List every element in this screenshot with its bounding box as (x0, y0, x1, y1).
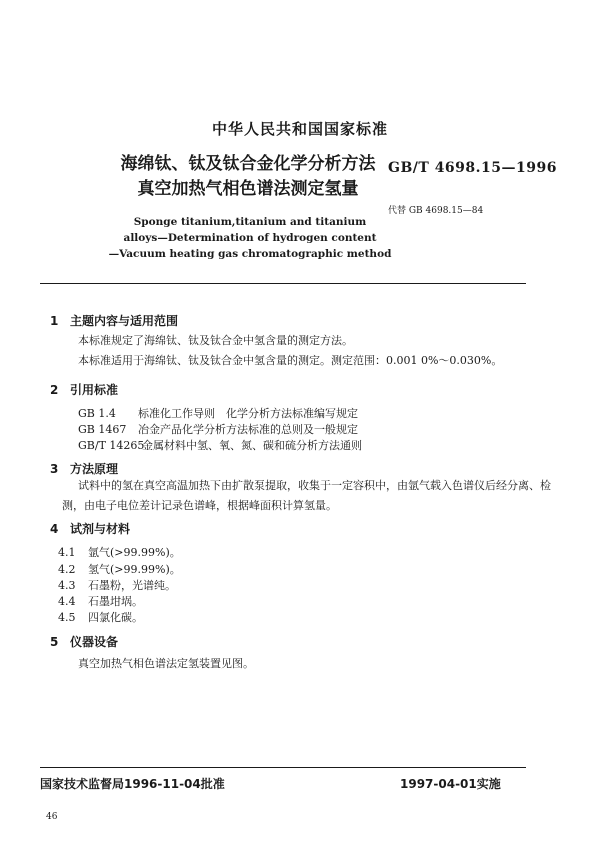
section-number: 4 (50, 522, 59, 536)
item-text: 氢气(>99.99%)。 (88, 563, 181, 576)
section-2-heading (50, 381, 118, 398)
section-5-body (78, 654, 254, 674)
section-number: 5 (50, 635, 59, 649)
reference-code: GB 1.4 (78, 407, 116, 420)
section-1-body (78, 331, 502, 371)
chinese-title (118, 152, 378, 202)
item-text: 石墨坩埚。 (88, 595, 143, 608)
reference-item (78, 421, 358, 437)
item-text: 氩气(>99.99%)。 (88, 546, 181, 559)
item-number: 4.4 (58, 595, 76, 608)
list-item (58, 577, 176, 593)
chinese-title-line-2: 真空加热气相色谱法测定氢量 (137, 179, 359, 199)
list-item (58, 544, 181, 560)
item-number: 4.5 (58, 611, 76, 624)
item-text: 石墨粉，光谱纯。 (88, 579, 176, 592)
english-title-line-1: Sponge titanium,titanium and titanium (133, 216, 367, 228)
item-number: 4.2 (58, 563, 76, 576)
header-divider (40, 283, 526, 284)
section-4-heading (50, 520, 130, 537)
section-number: 3 (50, 462, 59, 476)
section-3-body (62, 476, 551, 516)
paragraph-line: 试料中的氢在真空高温加热下由扩散泵提取，收集于一定容积中，由氩气载入色谱仪后经分离、检 (78, 479, 551, 492)
standard-code: GB/T 4698.15—1996 (388, 160, 557, 176)
national-standard-heading: 中华人民共和国国家标准 (211, 120, 388, 138)
section-3-heading (50, 460, 118, 477)
english-title-line-3: —Vacuum heating gas chromatographic method (108, 248, 392, 260)
list-item (58, 561, 181, 577)
reference-code: GB/T 14265 (78, 439, 145, 452)
reference-code: GB 1467 (78, 423, 127, 436)
english-title-line-2: alloys—Determination of hydrogen content (123, 232, 377, 244)
section-1-heading (50, 312, 178, 329)
reference-item (78, 405, 358, 421)
page-number: 46 (46, 812, 58, 822)
section-5-heading (50, 633, 118, 650)
section-number: 2 (50, 383, 59, 397)
chinese-title-line-1: 海绵钛、钛及钛合金化学分析方法 (120, 154, 376, 174)
section-title: 主题内容与适用范围 (70, 314, 179, 328)
reference-text: 标准化工作导则 化学分析方法标准编写规定 (138, 407, 358, 420)
paragraph-line: 真空加热气相色谱法定氢装置见图。 (78, 657, 254, 670)
section-title: 方法原理 (70, 462, 119, 476)
reference-text: 冶金产品化学分析方法标准的总则及一般规定 (138, 423, 358, 436)
reference-text: 金属材料中氢、氧、氮、碳和硫分析方法通则 (142, 439, 362, 452)
list-item (58, 609, 143, 625)
list-item (58, 593, 143, 609)
section-title: 仪器设备 (70, 635, 119, 649)
paragraph-line: 本标准规定了海绵钛、钛及钛合金中氢含量的测定方法。 (78, 334, 353, 347)
replaces-note: 代替 GB 4698.15—84 (388, 206, 484, 216)
english-title (100, 214, 400, 262)
implementation-date: 1997-04-01实施 (400, 777, 501, 791)
paragraph-line: 测，由电子电位差计记录色谱峰，根据峰面积计算氢量。 (62, 499, 337, 512)
section-number: 1 (50, 314, 59, 328)
approval-date: 国家技术监督局1996-11-04批准 (40, 777, 225, 791)
item-number: 4.1 (58, 546, 76, 559)
paragraph-line: 本标准适用于海绵钛、钛及钛合金中氢含量的测定。测定范围：0.001 0%～0.030%。 (78, 354, 503, 367)
item-text: 四氯化碳。 (88, 611, 143, 624)
section-title: 试剂与材料 (70, 522, 131, 536)
section-title: 引用标准 (70, 383, 119, 397)
footer-divider (40, 767, 526, 768)
reference-item (78, 437, 362, 453)
item-number: 4.3 (58, 579, 76, 592)
